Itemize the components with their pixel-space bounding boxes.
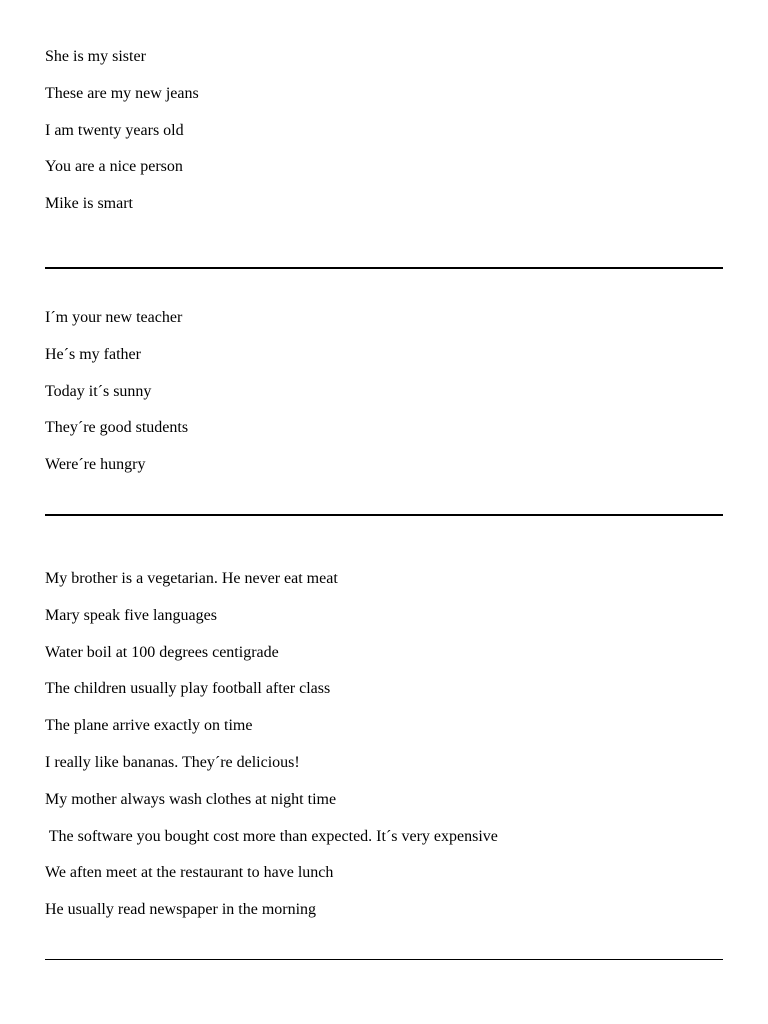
sentence-line: My mother always wash clothes at night time (45, 790, 337, 808)
sentence-line: He´s my father (45, 345, 141, 363)
sentence-line: Were´re hungry (45, 456, 146, 474)
sentence-line: You are a nice person (45, 158, 183, 176)
sentence-line: We aften meet at the restaurant to have lunch (45, 864, 334, 882)
sentence-line: Today it´s sunny (45, 382, 152, 400)
sentence-list-1 (45, 39, 725, 223)
sentence-list-3 (45, 561, 725, 929)
answer-line-3 (45, 959, 723, 960)
sentence-line: I´m your new teacher (45, 309, 183, 326)
answer-line-2 (45, 514, 723, 516)
sentence-line: Mike is smart (45, 195, 133, 213)
sentence-line: These are my new jeans (45, 84, 199, 102)
sentence-line: I am twenty years old (45, 121, 184, 139)
sentence-line: Mary speak five languages (45, 606, 217, 624)
sentence-line: The plane arrive exactly on time (45, 717, 253, 735)
sentence-line: He usually read newspaper in the morning (45, 901, 317, 919)
sentence-line: The software you bought cost more than expected. It´s very expensive (45, 827, 498, 845)
sentence-line: They´re good students (45, 419, 189, 437)
sentence-line: Water boil at 100 degrees centigrade (45, 643, 279, 661)
sentence-line: My brother is a vegetarian. He never eat meat (45, 570, 338, 587)
sentence-line: She is my sister (45, 48, 146, 65)
answer-line-1 (45, 267, 723, 269)
sentence-list-2 (45, 300, 725, 484)
sentence-line: I really like bananas. They´re delicious! (45, 753, 300, 771)
sentence-line: The children usually play football after class (45, 680, 331, 698)
